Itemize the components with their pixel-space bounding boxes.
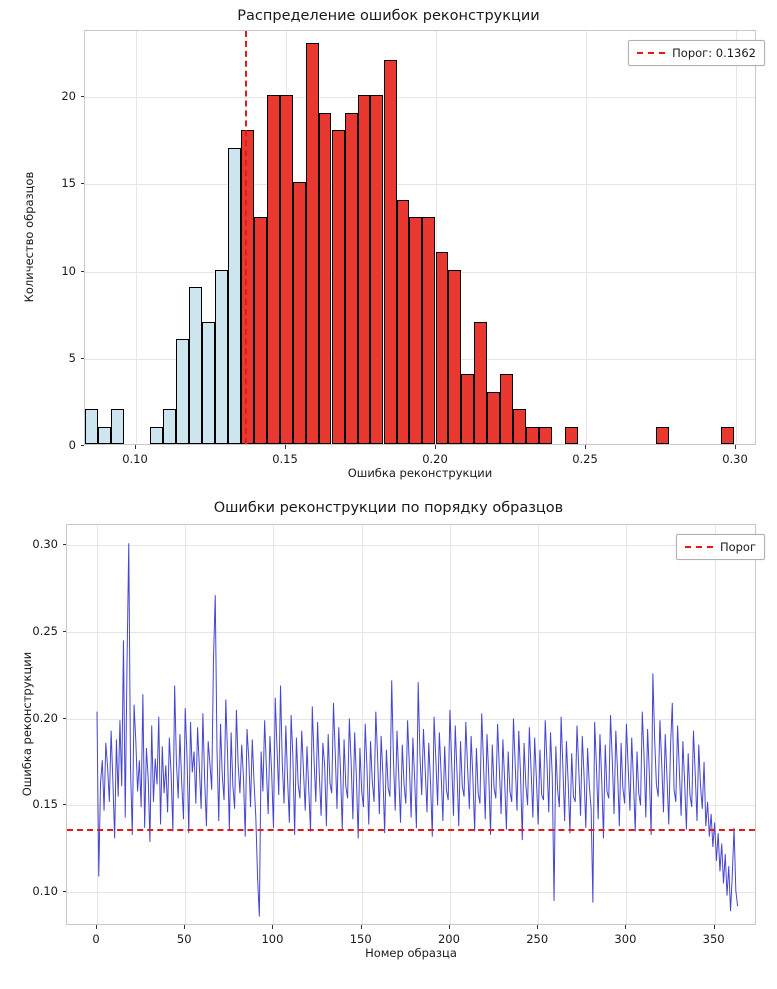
histogram-bar [319,113,332,444]
histogram-y-tick-label: 10 [61,263,76,278]
series-y-tick-label: 0.25 [32,623,58,638]
series-x-tick-label: 250 [526,932,549,946]
histogram-bar [202,322,215,444]
series-y-axis-label: Ошибка реконструкции [20,651,34,797]
histogram-bar [358,95,371,444]
histogram-bar [228,148,241,444]
histogram-y-tick-label: 0 [68,438,76,452]
histogram-bar [267,95,280,444]
histogram-x-tick [435,445,436,449]
histogram-gridline-h [85,184,755,185]
threshold-line-swatch-icon [637,52,665,54]
histogram-bar [150,427,163,444]
histogram-axes [84,30,756,445]
histogram-bar [436,252,449,444]
histogram-x-tick-label: 0.30 [722,452,748,466]
series-x-tick [714,925,715,929]
histogram-bar [189,287,202,444]
histogram-x-tick-label: 0.20 [422,452,448,466]
series-y-tick-label: 0.20 [32,710,58,725]
histogram-y-tick-label: 15 [61,176,76,191]
series-x-tick-label: 150 [349,932,372,946]
series-x-tick-label: 200 [437,932,460,946]
series-legend[interactable] [676,534,765,560]
series-y-tick-label: 0.30 [32,536,58,551]
series-y-tick-label: 0.10 [32,884,58,899]
histogram-x-tick-label: 0.10 [122,452,148,466]
histogram-bar [461,374,474,444]
histogram-y-tick-label: 20 [61,89,76,104]
series-y-tick [63,544,67,545]
histogram-bar [306,43,319,444]
histogram-gridline-v [136,31,137,444]
series-y-tick-label: 0.15 [32,797,58,812]
histogram-bar [332,130,345,444]
series-x-tick-label: 50 [176,932,192,946]
histogram-bar [409,217,422,444]
series-x-tick-label: 100 [261,932,284,946]
series-threshold-line [67,829,755,831]
series-x-tick-label: 350 [702,932,725,946]
series-x-tick [625,925,626,929]
histogram-bar [345,113,358,444]
histogram-bar [526,427,539,444]
threshold-line-swatch-icon [685,546,713,548]
series-axes [66,524,756,925]
histogram-gridline-v [586,31,587,444]
histogram-bar [422,217,435,444]
histogram-x-tick [585,445,586,449]
histogram-bar [163,409,176,444]
histogram-bar [241,130,254,444]
histogram-y-tick-label: 5 [68,350,76,365]
histogram-gridline-h [85,97,755,98]
histogram-bar [111,409,124,444]
histogram-y-axis-label: Количество образцов [22,171,36,303]
series-x-tick-label: 300 [614,932,637,946]
series-x-axis-label: Номер образца [365,946,457,960]
histogram-bar [448,270,461,444]
histogram-bar [474,322,487,444]
series-legend-label: Порог [719,540,756,554]
histogram-y-tick [81,271,85,272]
histogram-x-tick [285,445,286,449]
histogram-bar [487,392,500,444]
histogram-bar [539,427,552,444]
histogram-legend-label: Порог: 0.1362 [672,46,756,60]
histogram-y-tick [81,183,85,184]
series-y-tick [63,804,67,805]
histogram-y-tick [81,96,85,97]
histogram-bar [254,217,267,444]
histogram-threshold-line [245,31,247,444]
histogram-bar [384,60,397,444]
histogram-bar [513,409,526,444]
series-x-tick [96,925,97,929]
histogram-bar [500,374,513,444]
series-x-tick [184,925,185,929]
series-title: Ошибки реконструкции по порядку образцов [213,500,564,516]
histogram-gridline-v [736,31,737,444]
histogram-title: Распределение ошибок реконструкции [237,8,540,24]
series-y-tick [63,631,67,632]
series-figure [0,494,777,989]
series-line-plot [67,525,756,925]
series-x-tick [361,925,362,929]
histogram-figure [0,0,777,494]
histogram-bar [215,270,228,444]
series-x-tick [537,925,538,929]
histogram-bar [565,427,578,444]
histogram-x-tick [735,445,736,449]
series-y-tick [63,718,67,719]
histogram-bar [280,95,293,444]
histogram-bar [293,182,306,444]
histogram-bar [721,427,734,444]
histogram-x-axis-label: Ошибка реконструкции [347,466,493,480]
histogram-bar [176,339,189,444]
histogram-x-tick-label: 0.25 [572,452,598,466]
series-x-tick-label: 0 [92,932,100,946]
histogram-bar [397,200,410,444]
histogram-x-tick [135,445,136,449]
series-y-tick [63,891,67,892]
histogram-legend[interactable] [628,40,765,66]
histogram-y-tick [81,445,85,446]
histogram-bar [370,95,383,444]
histogram-y-tick [81,358,85,359]
histogram-bar [85,409,98,444]
histogram-bar [98,427,111,444]
histogram-bar [656,427,669,444]
series-x-tick [449,925,450,929]
series-x-tick [272,925,273,929]
histogram-x-tick-label: 0.15 [272,452,298,466]
